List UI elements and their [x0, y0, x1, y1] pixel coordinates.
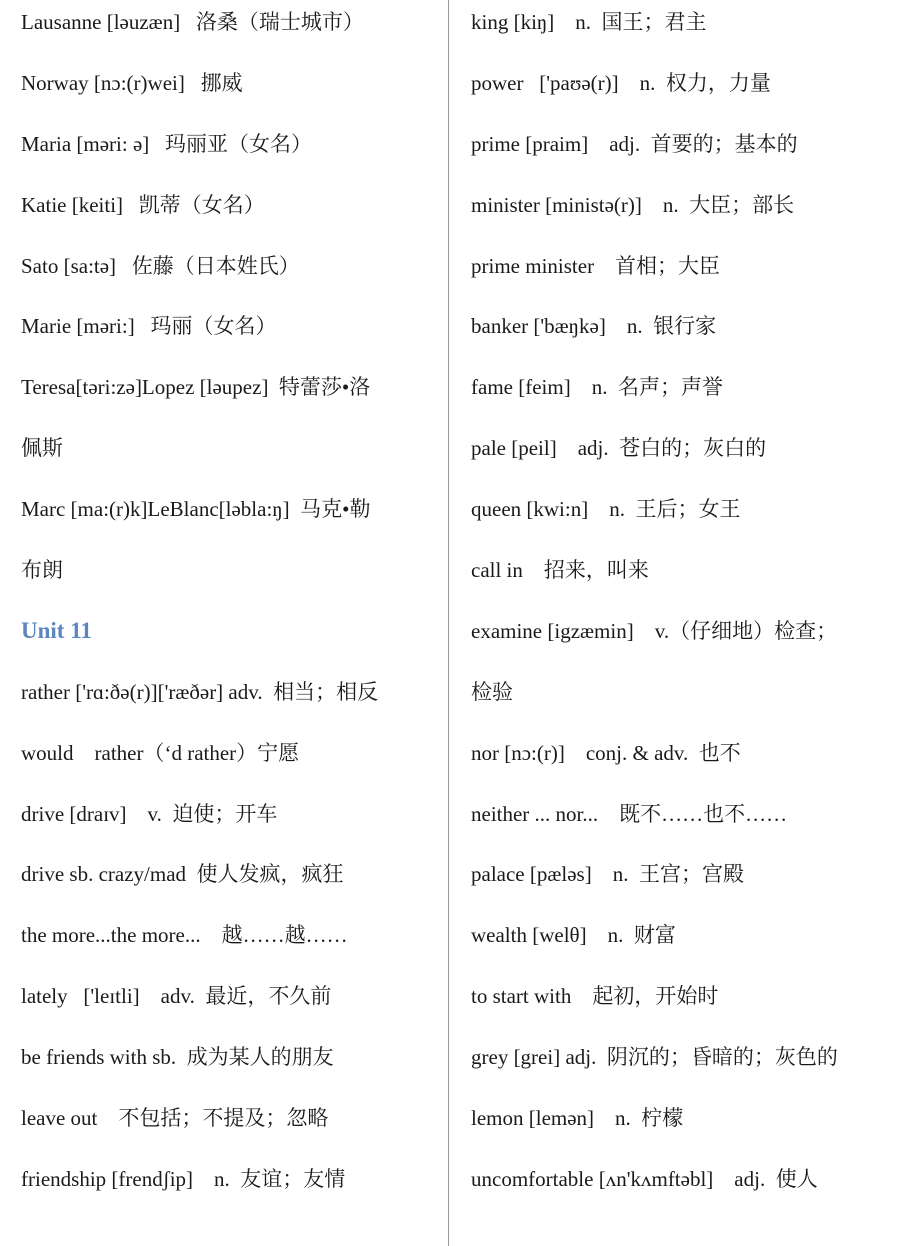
vocab-entry: the more...the more... 越……越……	[21, 923, 348, 948]
vocab-entry-continued: 佩斯	[21, 436, 63, 461]
vocab-entry: Lausanne [ləuzæn] 洛桑（瑞士城市）	[21, 10, 364, 34]
vocab-entry: palace [pæləs] n. 王宫；宫殿	[471, 862, 744, 887]
vocab-entry: friendship [frendʃip] n. 友谊；友情	[21, 1166, 346, 1191]
vocab-entry: minister [ministə(r)] n. 大臣；部长	[471, 192, 795, 217]
vocab-entry: king [kiŋ] n. 国王；君主	[471, 10, 707, 34]
vocab-entry: drive sb. crazy/mad 使人发疯，疯狂	[21, 862, 344, 887]
vocab-entry: Maria [məri: ə] 玛丽亚（女名）	[21, 131, 313, 156]
column-divider	[448, 0, 449, 1246]
vocab-entry-continued: 检验	[471, 679, 513, 704]
vocab-entry: grey [grei] adj. 阴沉的；昏暗的；灰色的	[471, 1045, 838, 1070]
vocab-entry: be friends with sb. 成为某人的朋友	[21, 1045, 334, 1070]
vocab-entry-continued: 布朗	[21, 558, 63, 583]
vocab-entry: Norway [nɔ:(r)wei] 挪威	[21, 70, 243, 95]
vocab-entry: pale [peil] adj. 苍白的；灰白的	[471, 436, 767, 461]
vocab-entry: drive [draɪv] v. 迫使；开车	[21, 801, 278, 826]
vocab-entry: Sato [sa:tə] 佐藤（日本姓氏）	[21, 253, 300, 278]
unit-heading: Unit 11	[21, 617, 92, 643]
vocab-entry: lemon [lemən] n. 柠檬	[471, 1106, 684, 1131]
vocab-entry: prime [praim] adj. 首要的；基本的	[471, 131, 798, 156]
vocab-entry: queen [kwi:n] n. 王后；女王	[471, 497, 741, 522]
vocab-entry: rather ['rɑ:ðə(r)]['ræðər] adv. 相当；相反	[21, 679, 379, 704]
vocab-entry: banker ['bæŋkə] n. 银行家	[471, 314, 717, 339]
vocab-entry: power ['paʊə(r)] n. 权力，力量	[471, 70, 771, 95]
vocab-entry: Marie [məri:] 玛丽（女名）	[21, 314, 277, 339]
vocab-entry: Teresa[təri:zə]Lopez [ləupez] 特蕾莎•洛	[21, 375, 371, 400]
vocab-entry: wealth [welθ] n. 财富	[471, 923, 676, 948]
vocab-entry: nor [nɔ:(r)] conj. & adv. 也不	[471, 740, 741, 765]
vocab-entry: Katie [keiti] 凯蒂（女名）	[21, 192, 265, 217]
vocab-entry: lately ['leɪtli] adv. 最近，不久前	[21, 984, 332, 1009]
right-column	[471, 0, 896, 1218]
vocab-entry: would rather（‘d rather）宁愿	[21, 740, 300, 765]
vocab-entry: fame [feim] n. 名声；声誉	[471, 375, 723, 400]
vocab-entry: leave out 不包括；不提及；忽略	[21, 1106, 329, 1131]
vocab-entry: neither ... nor... 既不……也不……	[471, 801, 788, 826]
vocab-entry: call in 招来，叫来	[471, 558, 649, 583]
vocab-entry: uncomfortable [ʌn'kʌmftəbl] adj. 使人	[471, 1166, 818, 1191]
vocab-entry: to start with 起初，开始时	[471, 984, 719, 1009]
vocab-entry: prime minister 首相；大臣	[471, 253, 721, 278]
left-column	[21, 0, 441, 1218]
vocab-entry: Marc [ma:(r)k]LeBlanc[ləbla:ŋ] 马克•勒	[21, 497, 371, 522]
vocab-entry: examine [igzæmin] v.（仔细地）检查；	[471, 618, 838, 643]
